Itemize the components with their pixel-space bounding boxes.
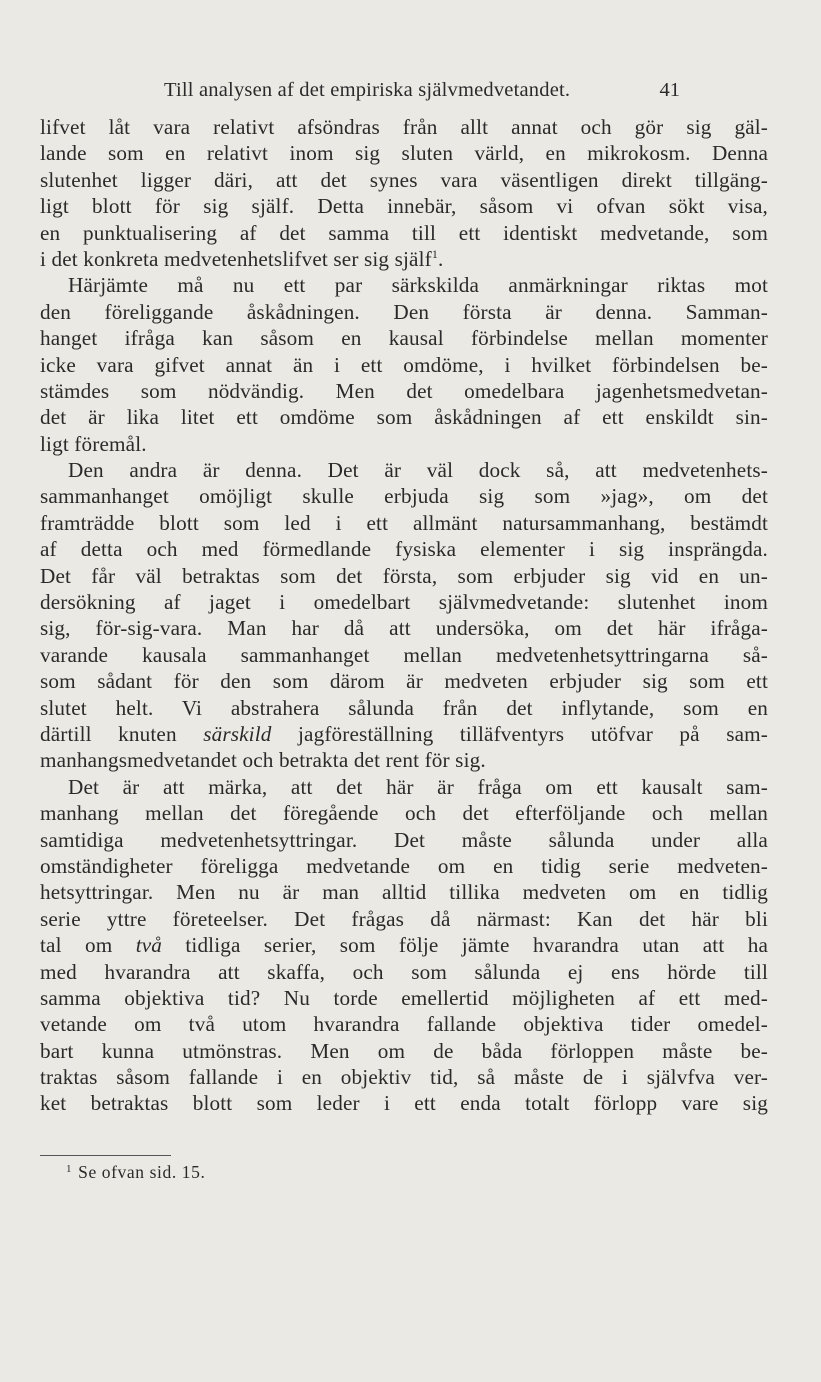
running-title: Till analysen af det empiriska självmedvetandet.	[164, 79, 571, 101]
paragraph	[40, 774, 768, 1117]
text-line: stämdes som nödvändig. Men det omedelbara jagenhetsmedvetan-	[40, 378, 768, 403]
footnote-mark: 1	[66, 1163, 73, 1175]
text-line: ket betraktas blott som leder i ett enda totalt förlopp vare sig	[40, 1091, 768, 1116]
text-line: ligt blott för sig själf. Detta innebär, såsom vi ofvan sökt visa,	[40, 194, 768, 219]
paragraph	[40, 272, 768, 457]
text-line: bart kunna utmönstras. Men om de båda förloppen måste be-	[40, 1038, 768, 1063]
text-line: lifvet låt vara relativt afsöndras från allt annat och gör sig gäl-	[40, 115, 768, 139]
paragraph	[40, 114, 768, 272]
text-line	[40, 246, 768, 272]
text-line: omständigheter föreligga medvetande om en tidig serie medveten-	[40, 853, 768, 878]
text-line: framträdde blott som led i ett allmänt natursammanhang, bestämdt	[40, 510, 768, 535]
emphasis: två	[135, 933, 163, 958]
footnote-divider	[40, 1155, 171, 1156]
text-line: slutet helt. Vi abstrahera sålunda från det inflytande, som en	[40, 695, 768, 720]
text-line: den föreliggande åskådningen. Den första är denna. Samman-	[40, 299, 768, 324]
emphasis: särskild	[203, 721, 272, 746]
text-line: med hvarandra att skaffa, och som sålunda ej ens hörde till	[40, 959, 768, 984]
text-line: Det får väl betraktas som det första, som erbjuder sig vid en un-	[40, 563, 768, 588]
running-head	[160, 74, 680, 106]
text-line: traktas såsom fallande i en objektiv tid, så måste de i självfva ver-	[40, 1065, 768, 1090]
line-text: tal om	[40, 933, 136, 958]
text-line: sammanhanget omöjligt skulle erbjuda sig som »jag», om det	[40, 484, 768, 509]
footnote-text: Se ofvan sid. 15.	[78, 1162, 206, 1182]
text-line: slutenhet ligger däri, att det synes vara väsentligen direkt tillgäng-	[40, 167, 768, 192]
body-text	[40, 114, 768, 1117]
footnote	[66, 1157, 205, 1184]
text-line	[40, 932, 768, 958]
text-line: vetande om två utom hvarandra fallande objektiva tider omedel-	[40, 1012, 768, 1037]
text-line: hanget ifråga kan såsom en kausal förbindelse mellan momenter	[40, 326, 768, 351]
text-line: manhangsmedvetandet och betrakta det rent för sig.	[40, 748, 486, 773]
text-line: dersökning af jaget i omedelbart självmedvetande: slutenhet inom	[40, 590, 768, 615]
text-line	[40, 721, 768, 747]
text-line: serie yttre företeelser. Det frågas då närmast: Kan det här bli	[40, 906, 768, 931]
text-line: hetsyttringar. Men nu är man alltid tillika medveten om en tidlig	[40, 880, 768, 905]
paragraph	[40, 457, 768, 774]
text-line: sig, för-sig-vara. Man har då att undersöka, om det här ifråga-	[40, 616, 768, 641]
text-line: Det är att märka, att det här är fråga om ett kausalt sam-	[68, 774, 768, 799]
line-text: jagföreställning tilläfventyrs utöfvar på sam-	[271, 721, 768, 746]
text-line: icke vara gifvet annat än i ett omdöme, i hvilket förbindelsen be-	[40, 352, 768, 377]
page-number: 41	[659, 79, 680, 101]
text-line: samtidiga medvetenhetsyttringar. Det måste sålunda under alla	[40, 827, 768, 852]
text-line: lande som en relativt inom sig sluten värld, en mikrokosm. Denna	[40, 141, 768, 166]
text-line: det är lika litet ett omdöme som åskådningen af ett enskildt sin-	[40, 405, 768, 430]
line-text: .	[438, 246, 444, 271]
footnote-reference[interactable]: 1	[431, 246, 438, 261]
text-line: en punktualisering af det samma till ett identiskt medvetande, som	[40, 220, 768, 245]
line-text: tidliga serier, som följe jämte hvarandra utan att ha	[162, 933, 769, 958]
text-line: af detta och med förmedlande fysiska elementer i sig insprängda.	[40, 537, 768, 562]
line-text: i det konkreta medvetenhetslifvet ser sig själf	[40, 246, 432, 271]
text-line: Härjämte må nu ett par särkskilda anmärkningar riktas mot	[68, 273, 768, 298]
line-text: därtill knuten	[40, 721, 204, 746]
text-line: som sådant för den som därom är medveten erbjuder sig som ett	[40, 669, 768, 694]
text-line: Den andra är denna. Det är väl dock så, att medvetenhets-	[68, 458, 768, 483]
text-line: varande kausala sammanhanget mellan medvetenhetsyttringarna så-	[40, 642, 768, 667]
text-line: ligt föremål.	[40, 431, 147, 456]
text-line: manhang mellan det föregående och det efterföljande och mellan	[40, 801, 768, 826]
text-line: samma objektiva tid? Nu torde emellertid möjligheten af ett med-	[40, 985, 768, 1010]
